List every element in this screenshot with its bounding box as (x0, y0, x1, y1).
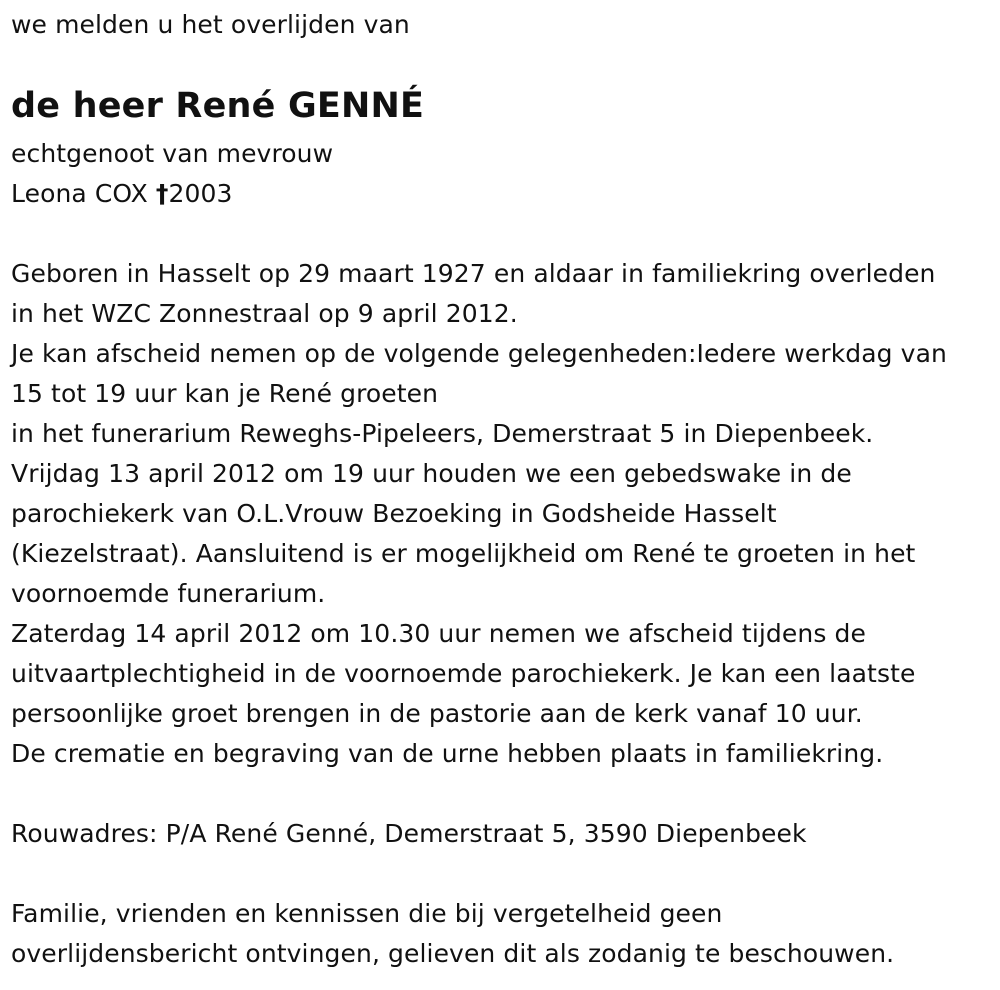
body-line: parochiekerk van O.L.Vrouw Bezoeking in Godsheide Hasselt (11, 499, 777, 528)
closing-line: overlijdensbericht ontvingen, gelieven dit als zodanig te beschouwen. (11, 939, 895, 968)
body-line: in het funerarium Reweghs-Pipeleers, Demerstraat 5 in Diepenbeek. (11, 419, 874, 448)
closing-line: Familie, vrienden en kennissen die bij vergetelheid geen (11, 899, 723, 928)
deceased-name: de heer René GENNÉ (11, 86, 425, 126)
body-line: uitvaartplechtigheid in de voornoemde parochiekerk. Je kan een laatste (11, 659, 916, 688)
body-line: De crematie en begraving van de urne hebben plaats in familiekring. (11, 739, 884, 768)
body-line: (Kiezelstraat). Aansluitend is er mogelijkheid om René te groeten in het (11, 539, 916, 568)
body-line: persoonlijke groet brengen in de pastorie aan de kerk vanaf 10 uur. (11, 699, 863, 728)
body-line: voornoemde funerarium. (11, 579, 326, 608)
spouse-death-year: 2003 (168, 179, 233, 208)
intro-text: we melden u het overlijden van (11, 10, 410, 39)
closing-note (11, 894, 894, 974)
mourning-address: Rouwadres: P/A René Genné, Demerstraat 5, 3590 Diepenbeek (11, 819, 807, 848)
spouse-name: Leona COX (11, 179, 156, 208)
body-line: 15 tot 19 uur kan je René groeten (11, 379, 439, 408)
spouse-name-line (11, 174, 333, 214)
body-line: Geboren in Hasselt op 29 maart 1927 en aldaar in familiekring overleden (11, 259, 936, 288)
spouse-block (11, 134, 333, 214)
body-line: Je kan afscheid nemen op de volgende gelegenheden:Iedere werkdag van (11, 339, 947, 368)
ceremony-details (11, 254, 947, 774)
cross-icon: † (155, 179, 169, 208)
body-line: Zaterdag 14 april 2012 om 10.30 uur nemen we afscheid tijdens de (11, 619, 866, 648)
body-line: Vrijdag 13 april 2012 om 19 uur houden we een gebedswake in de (11, 459, 852, 488)
body-line: in het WZC Zonnestraal op 9 april 2012. (11, 299, 518, 328)
spouse-label: echtgenoot van mevrouw (11, 139, 334, 168)
